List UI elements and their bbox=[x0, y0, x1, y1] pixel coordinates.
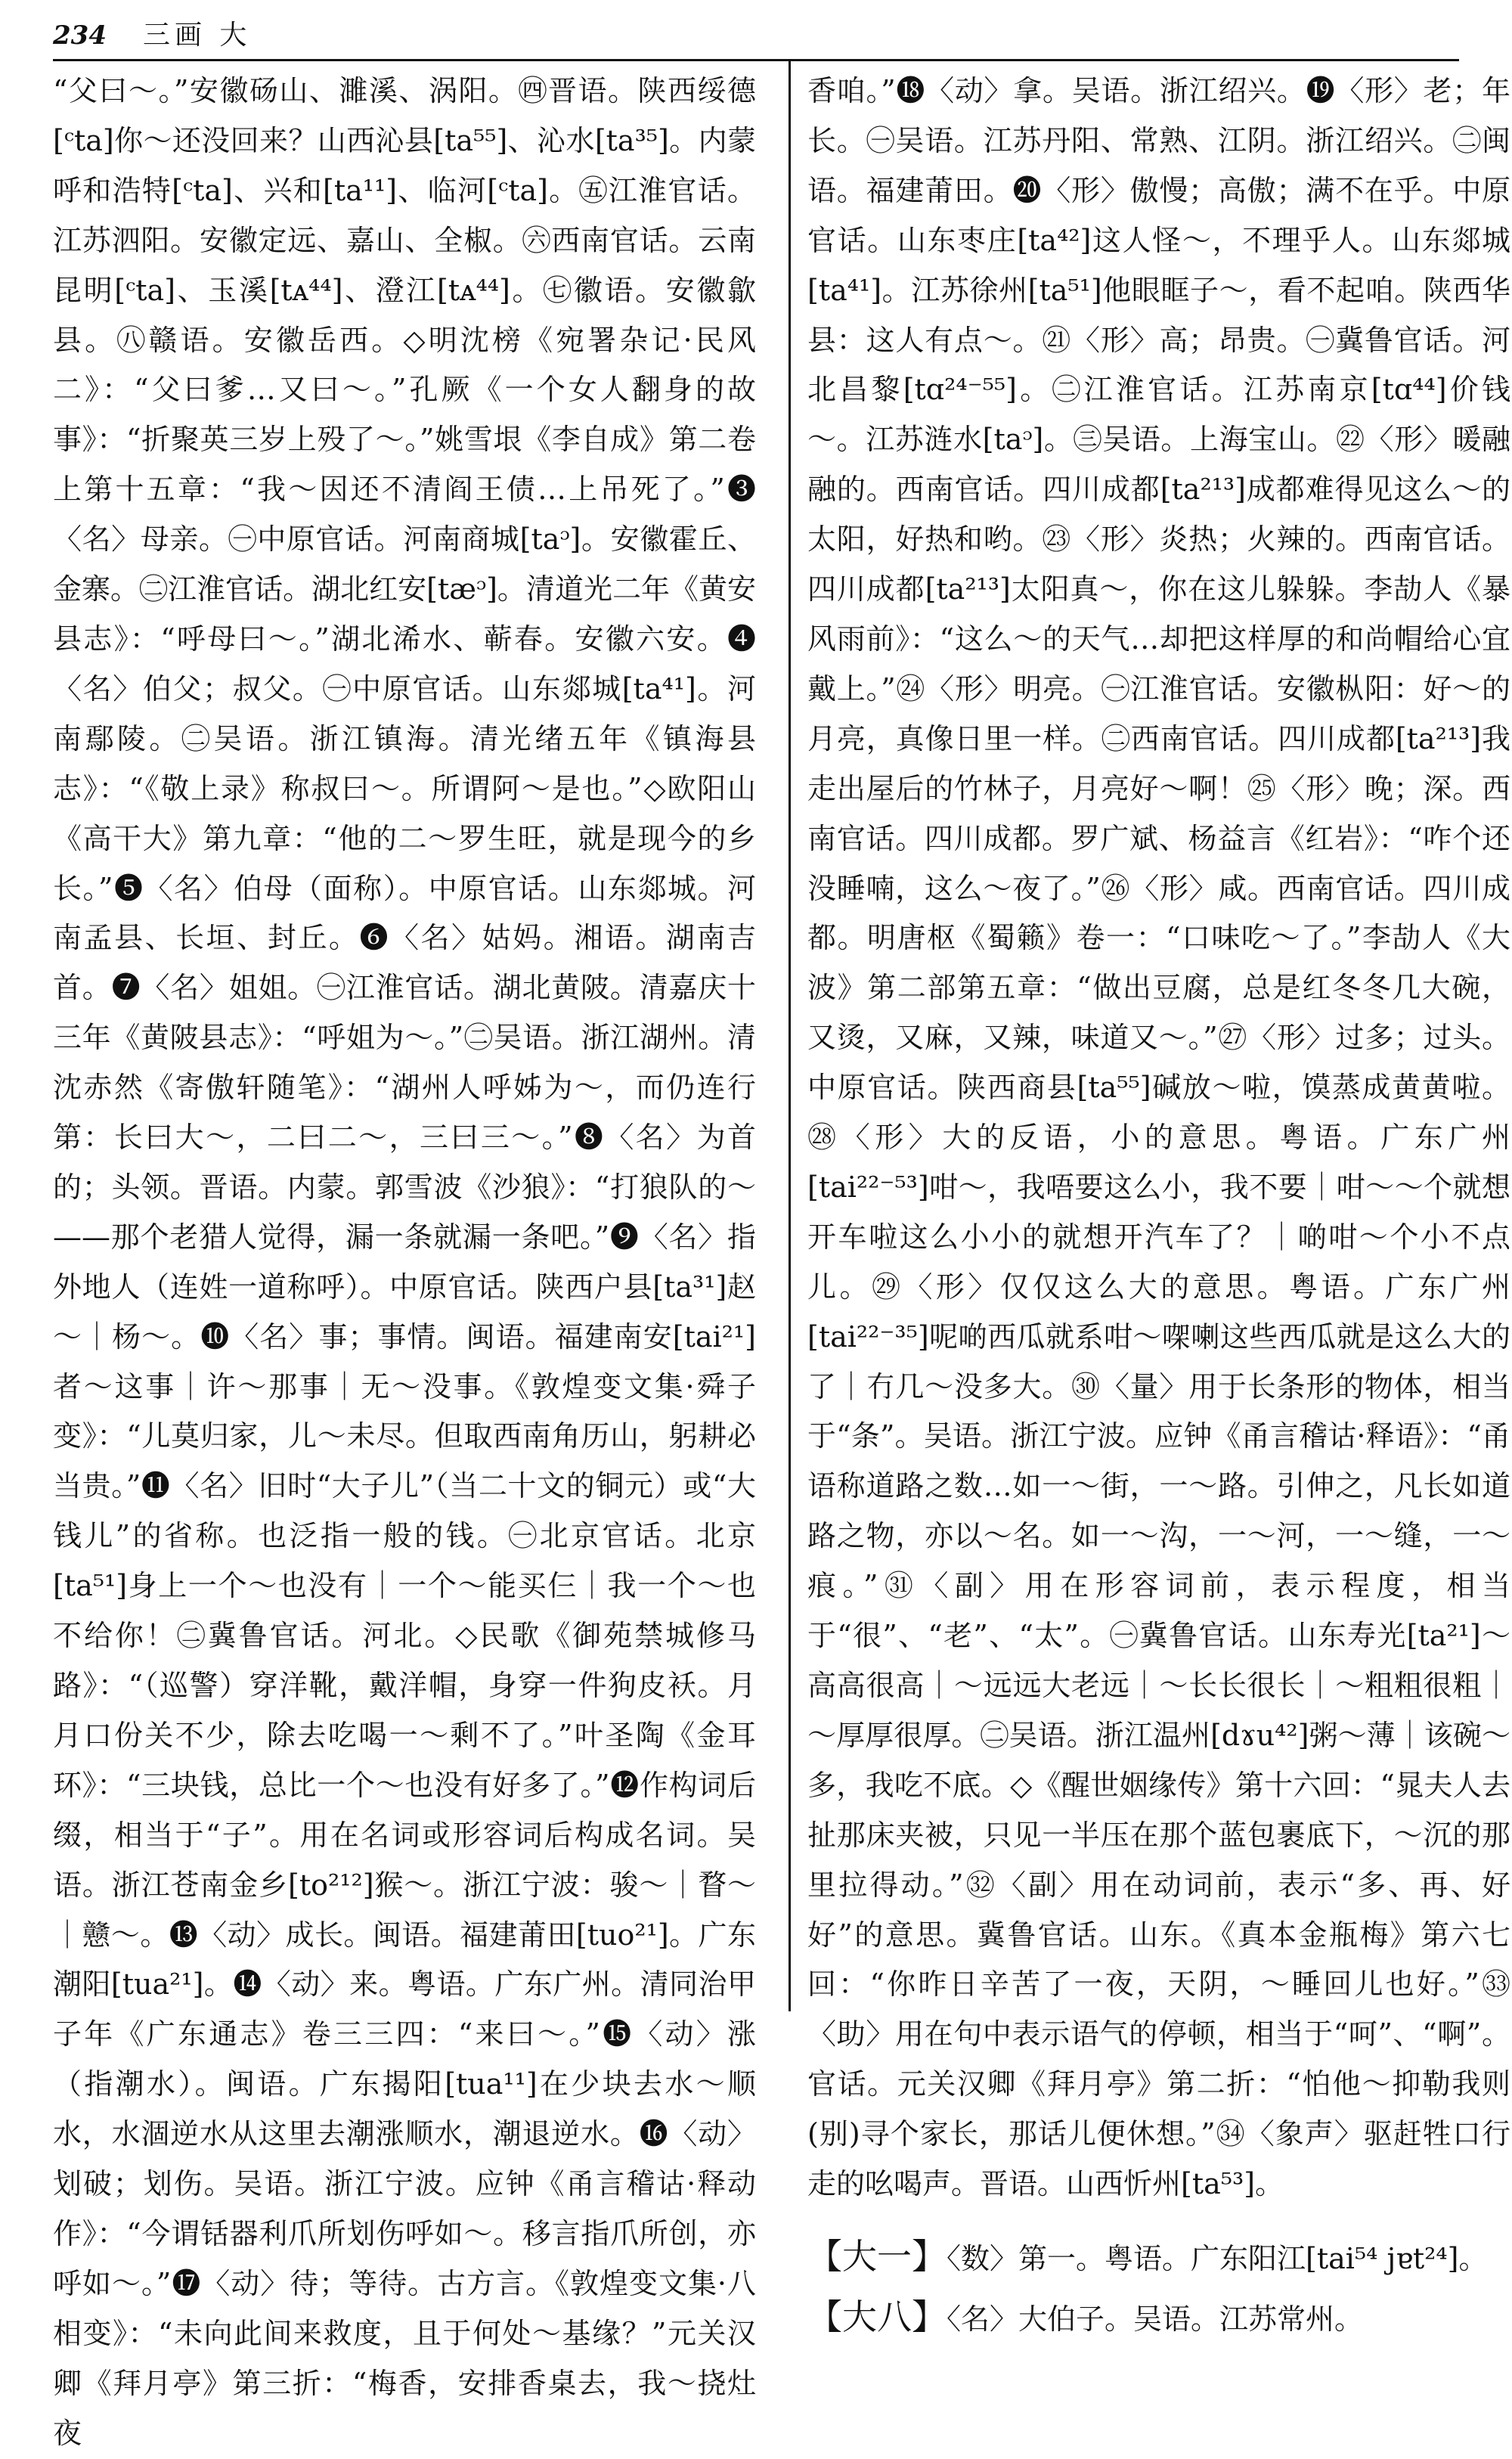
entry-definition: 〈数〉第一。粤语。广东阳江[tai⁵⁴ jɐt²⁴]。 bbox=[947, 2241, 1488, 2275]
entry-headword: 【大八】 bbox=[807, 2296, 947, 2337]
entry-da-ba bbox=[807, 2287, 1510, 2347]
right-column bbox=[807, 67, 1510, 2337]
header-rule bbox=[53, 59, 1459, 61]
page-number: 234 bbox=[53, 20, 107, 51]
section-title: 三画 大 bbox=[142, 20, 252, 51]
page-header bbox=[53, 14, 1459, 56]
entry-da-yi bbox=[807, 2226, 1510, 2287]
entry-definition: 〈名〉大伯子。吴语。江苏常州。 bbox=[947, 2302, 1364, 2336]
right-column-text: 香咱。”⓲〈动〉拿。吴语。浙江绍兴。⓳〈形〉老；年长。㊀吴语。江苏丹阳、常熟、江阴。浙江绍兴。㊁闽语。福建莆田。⓴〈形〉傲慢；高傲；满不在乎。中原官话。山东枣庄[ta⁴²]这人怪～，不理乎人。山东郯城[ta⁴¹]。江苏徐州[ta⁵¹]他眼眶子～，看不起咱。陕西华县：这人有点～。㉑〈形〉高；昂贵。㊀冀鲁官话。河北昌黎[tɑ²⁴⁻⁵⁵]。㊁江淮官话。江苏南京[tɑ⁴⁴]价钱～。江苏涟水[taᵓ]。㊂吴语。上海宝山。㉒〈形〉暖融融的。西南官话。四川成都[ta²¹³]成都难得见这么～的太阳，好热和哟。㉓〈形〉炎热；火辣的。西南官话。四川成都[ta²¹³]太阳真～，你在这儿躲躲。李劼人《暴风雨前》：“这么～的天气…却把这样厚的和尚帽给心宜戴上。”㉔〈形〉明亮。㊀江淮官话。安徽枞阳：好～的月亮，真像日里一样。㊁西南官话。四川成都[ta²¹³]我走出屋后的竹林子，月亮好～啊！㉕〈形〉晚；深。西南官话。四川成都。罗广斌、杨益言《红岩》：“咋个还没睡喃，这么～夜了。”㉖〈形〉咸。西南官话。四川成都。明唐枢《蜀籁》卷一：“口味吃～了。”李劼人《大波》第二部第五章：“做出豆腐，总是红冬冬几大碗，又烫，又麻，又辣，味道又～。”㉗〈形〉过多；过头。中原官话。陕西商县[ta⁵⁵]碱放～啦，馍蒸成黄黄啦。㉘〈形〉大的反语，小的意思。粤语。广东广州[tai²²⁻⁵³]咁～，我唔要这么小，我不要｜咁～～个就想开车啦这么小小的就想开汽车了？｜啲咁～个小不点儿。㉙〈形〉仅仅这么大的意思。粤语。广东广州[tai²²⁻³⁵]呢啲西瓜就系咁～㗎喇这些西瓜就是这么大的了｜冇几～没多大。㉚〈量〉用于长条形的物体，相当于“条”。吴语。浙江宁波。应钟《甬言稽诂·释语》：“甬语称道路之数…如一～街，一～路。引伸之，凡长如道路之物，亦以～名。如一～沟，一～河，一～缝，一～痕。”㉛〈副〉用在形容词前，表示程度，相当于“很”、“老”、“太”。㊀冀鲁官话。山东寿光[ta²¹]～高高很高｜～远远大老远｜～长长很长｜～粗粗很粗｜～厚厚很厚。㊁吴语。浙江温州[dɤu⁴²]粥～薄｜该碗～多，我吃不底。◇《醒世姻缘传》第十六回：“晁夫人去扯那床夹被，只见一半压在那个蓝包裹底下，～沉的那里拉得动。”㉜〈副〉用在动词前，表示“多、再、好好”的意思。冀鲁官话。山东。《真本金瓶梅》第六七回：“你昨日辛苦了一夜，天阴，～睡回儿也好。”㉝〈助〉用在句中表示语气的停顿，相当于“呵”、“啊”。官话。元关汉卿《拜月亭》第二折：“怕他～抑勒我则(别)寻个家长，那话儿便休想。”㉞〈象声〉驱赶牲口行走的吆喝声。晋语。山西忻州[ta⁵³]。 bbox=[807, 74, 1510, 2201]
left-column-text: “父曰～。”安徽砀山、濉溪、涡阳。㊃晋语。陕西绥德[ᶜta]你～还没回来？山西沁县[ta⁵⁵]、沁水[ta³⁵]。内蒙呼和浩特[ᶜta]、兴和[ta¹¹]、临河[ᶜta]。㊄江淮官话。江苏泗阳。安徽定远、嘉山、全椒。㊅西南官话。云南昆明[ᶜta]、玉溪[tᴀ⁴⁴]、澄江[tᴀ⁴⁴]。㊆徽语。安徽歙县。㊇赣语。安徽岳西。◇明沈榜《宛署杂记·民风二》：“父曰爹…又曰～。”孔厥《一个女人翻身的故事》：“折聚英三岁上殁了～。”姚雪垠《李自成》第二卷上第十五章：“我～因还不清阎王债…上吊死了。”❸〈名〉母亲。㊀中原官话。河南商城[taᵓ]。安徽霍丘、金寨。㊁江淮官话。湖北红安[tæᵓ]。清道光二年《黄安县志》：“呼母曰～。”湖北浠水、蕲春。安徽六安。❹〈名〉伯父；叔父。㊀中原官话。山东郯城[ta⁴¹]。河南鄢陵。㊁吴语。浙江镇海。清光绪五年《镇海县志》：“《敬上录》称叔曰～。所谓阿～是也。”◇欧阳山《高干大》第九章：“他的二～罗生旺，就是现今的乡长。”❺〈名〉伯母（面称）。中原官话。山东郯城。河南孟县、长垣、封丘。❻〈名〉姑妈。湘语。湖南吉首。❼〈名〉姐姐。㊀江淮官话。湖北黄陂。清嘉庆十三年《黄陂县志》：“呼姐为～。”㊁吴语。浙江湖州。清沈赤然《寄傲轩随笔》：“湖州人呼姊为～，而仍连行第：长曰大～，二曰二～，三曰三～。”❽〈名〉为首的；头领。晋语。内蒙。郭雪波《沙狼》：“打狼队的～——那个老猎人觉得，漏一条就漏一条吧。”❾〈名〉指外地人（连姓一道称呼）。中原官话。陕西户县[ta³¹]赵～｜杨～。❿〈名〉事；事情。闽语。福建南安[tai²¹]者～这事｜许～那事｜无～没事。《敦煌变文集·舜子变》：“儿莫归家，儿～未尽。但取西南角历山，躬耕必当贵。”⓫〈名〉旧时“大子儿”（当二十文的铜元）或“大钱儿”的省称。也泛指一般的钱。㊀北京官话。北京[ta⁵¹]身上一个～也没有｜一个～能买仨｜我一个～也不给你！㊁冀鲁官话。河北。◇民歌《御苑禁城修马路》：“（巡警）穿洋靴，戴洋帽，身穿一件狗皮袄。月月口份关不少，除去吃喝一～剩不了。”叶圣陶《金耳环》：“三块钱，总比一个～也没有好多了。”⓬作构词后缀，相当于“子”。用在名词或形容词后构成名词。吴语。浙江苍南金乡[to²¹²]猴～。浙江宁波：骏～｜瞀～｜戆～。⓭〈动〉成长。闽语。福建莆田[tuo²¹]。广东潮阳[tua²¹]。⓮〈动〉来。粤语。广东广州。清同治甲子年《广东通志》卷三三四：“来曰～。”⓯〈动〉涨（指潮水）。闽语。广东揭阳[tua¹¹]在少块去水～顺水，水涸逆水从这里去潮涨顺水，潮退逆水。⓰〈动〉划破；划伤。吴语。浙江宁波。应钟《甬言稽诂·释动作》：“今谓铦器利爪所划伤呼如～。移言指爪所创，亦呼如～。”⓱〈动〉待；等待。古方言。《敦煌变文集·八相变》：“未向此间来救度，且于何处～基缘？”元关汉卿《拜月亭》第三折：“梅香，安排香桌去，我～挠灶夜 bbox=[53, 74, 756, 2450]
left-column bbox=[53, 67, 756, 2450]
entry-headword: 【大一】 bbox=[807, 2235, 947, 2277]
column-divider bbox=[789, 60, 791, 2011]
